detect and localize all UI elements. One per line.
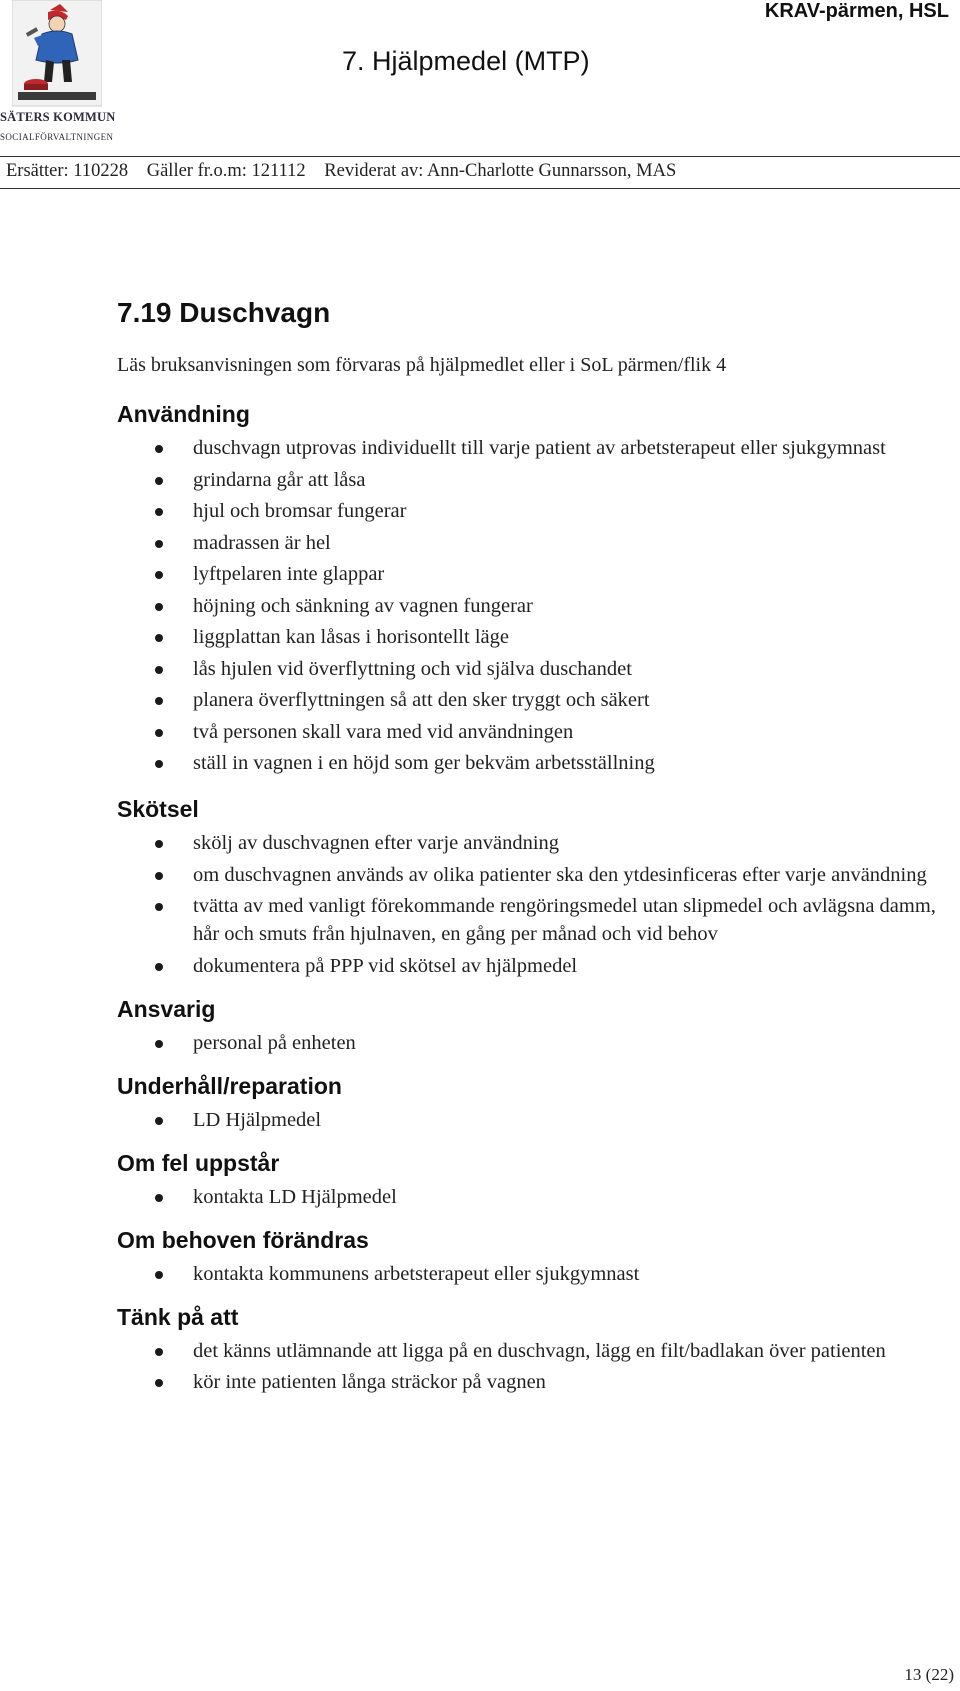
bullet-list [117, 829, 947, 980]
list-item: planera överflyttningen så att den sker tryggt och säkert [117, 686, 947, 714]
list-item: kör inte patienten långa sträckor på vagnen [117, 1368, 947, 1396]
valid-from-date: Gäller fr.o.m: 121112 [146, 161, 306, 181]
document-title: 7.19 Duschvagn [117, 297, 331, 328]
municipality-logo [0, 0, 118, 150]
list-item: dokumentera på PPP vid skötsel av hjälpmedel [117, 952, 947, 980]
department-name: SOCIALFÖRVALTNINGEN [0, 132, 114, 142]
list-item: lås hjulen vid överflyttning och vid själva duschandet [117, 655, 947, 683]
section-heading: Tänk på att [117, 1303, 239, 1330]
section-heading: Skötsel [117, 796, 199, 822]
section-ansvarig [117, 995, 947, 1057]
document-body [117, 296, 947, 1400]
section-heading: Ansvarig [117, 995, 216, 1022]
list-item: grindarna går att låsa [117, 466, 947, 494]
section-heading: Underhåll/reparation [117, 1072, 342, 1099]
section-heading: Om behoven förändras [117, 1226, 369, 1253]
bullet-list [117, 434, 947, 777]
bullet-list [117, 1337, 947, 1397]
section-om-fel [117, 1149, 947, 1211]
list-item: det känns utlämnande att ligga på en duschvagn, lägg en filt/badlakan över patienten [117, 1337, 947, 1365]
list-item: personal på enheten [117, 1029, 947, 1057]
list-item: duschvagn utprovas individuellt till varje patient av arbetsterapeut eller sjukgymnast [117, 434, 947, 462]
list-item: om duschvagnen används av olika patienter ska den ytdesinficeras efter varje användning [117, 861, 947, 889]
list-item: höjning och sänkning av vagnen fungerar [117, 592, 947, 620]
coat-of-arms-icon [12, 0, 102, 108]
header-rule-top [0, 156, 960, 157]
list-item: ställ in vagnen i en höjd som ger bekväm arbetsställning [117, 749, 947, 777]
section-om-behoven [117, 1226, 947, 1288]
section-heading: Användning [117, 401, 250, 427]
header-rule-bottom [0, 188, 960, 189]
page-number: 13 (22) [904, 1665, 954, 1684]
revision-meta [6, 161, 690, 182]
binder-title: KRAV-pärmen, HSL [764, 0, 949, 22]
list-item: tvätta av med vanligt förekommande rengöringsmedel utan slipmedel och avlägsna damm, hår och smuts från hjulnaven, en gång per månad och vid behov [117, 892, 947, 948]
section-skotsel [117, 795, 947, 980]
section-underhall [117, 1072, 947, 1134]
revised-by: Reviderat av: Ann-Charlotte Gunnarsson, MAS [324, 161, 677, 181]
section-heading: Om fel uppstår [117, 1149, 280, 1176]
list-item: kontakta LD Hjälpmedel [117, 1183, 947, 1211]
list-item: skölj av duschvagnen efter varje användning [117, 829, 947, 857]
section-anvandning [117, 400, 947, 777]
intro-text: Läs bruksanvisningen som förvaras på hjälpmedlet eller i SoL pärmen/flik 4 [117, 354, 727, 376]
list-item: två personen skall vara med vid användningen [117, 718, 947, 746]
list-item: LD Hjälpmedel [117, 1106, 947, 1134]
bullet-list [117, 1106, 947, 1134]
bullet-list [117, 1029, 947, 1057]
section-tank-pa-att [117, 1303, 947, 1397]
list-item: madrassen är hel [117, 529, 947, 557]
municipality-name: SÄTERS KOMMUN [0, 110, 116, 124]
list-item: liggplattan kan låsas i horisontellt läge [117, 623, 947, 651]
replaces-date: Ersätter: 110228 [6, 161, 129, 181]
bullet-list [117, 1183, 947, 1211]
list-item: kontakta kommunens arbetsterapeut eller sjukgymnast [117, 1260, 947, 1288]
bullet-list [117, 1260, 947, 1288]
list-item: hjul och bromsar fungerar [117, 497, 947, 525]
list-item: lyftpelaren inte glappar [117, 560, 947, 588]
chapter-title: 7. Hjälpmedel (MTP) [342, 46, 590, 76]
